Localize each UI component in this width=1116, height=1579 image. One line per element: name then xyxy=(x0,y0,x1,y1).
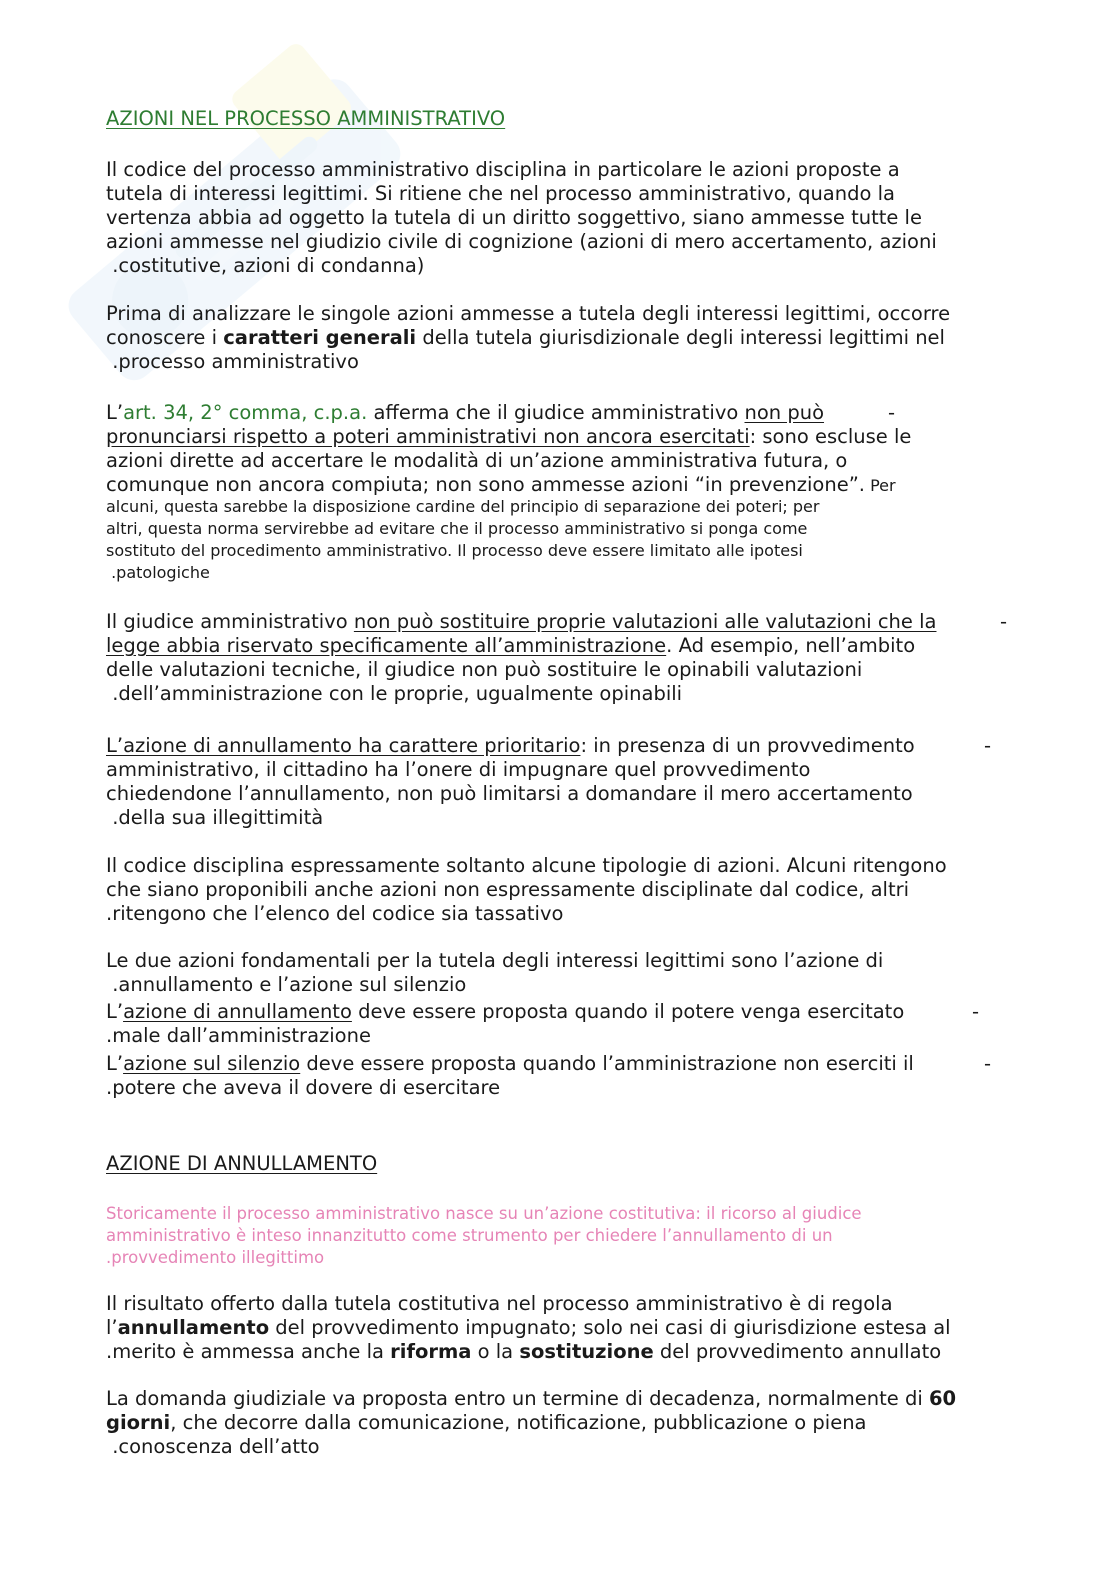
bold-term: giorni xyxy=(106,1411,171,1434)
paragraph-line: giorni, che decorre dalla comunicazione, notificazione, pubblicazione o piena xyxy=(106,1411,867,1434)
bullet-line: delle valutazioni tecniche, il giudice non può sostituire le opinabili valutazioni xyxy=(106,658,863,681)
bullet-line: chiedendone l’annullamento, non può limitarsi a domandare il mero accertamento xyxy=(106,782,913,805)
bullet-dash: - xyxy=(1000,610,1008,633)
paragraph-line: Il codice disciplina espressamente soltanto alcune tipologie di azioni. Alcuni ritengono xyxy=(106,854,947,877)
bullet-dash: - xyxy=(972,1000,980,1023)
bullet-line: pronunciarsi rispetto a poteri amministrativi non ancora esercitati: sono escluse le xyxy=(106,425,912,448)
paragraph-line: Le due azioni fondamentali per la tutela degli interessi legittimi sono l’azione di xyxy=(106,949,884,972)
paragraph-line: Il codice del processo amministrativo disciplina in particolare le azioni proposte a xyxy=(106,158,900,181)
bullet-line: L’art. 34, 2° comma, c.p.a. afferma che il giudice amministrativo non può xyxy=(106,401,825,424)
bullet-line: .della sua illegittimità xyxy=(106,806,324,829)
section-title: AZIONI NEL PROCESSO AMMINISTRATIVO xyxy=(106,107,506,130)
paragraph-line: Prima di analizzare le singole azioni ammesse a tutela degli interessi legittimi, occorre xyxy=(106,302,951,325)
paragraph-line: .merito è ammessa anche la riforma o la sostituzione del provvedimento annullato xyxy=(106,1340,942,1363)
bullet-line: .potere che aveva il dovere di esercitare xyxy=(106,1076,501,1099)
bullet-line: L’azione sul silenzio deve essere proposta quando l’amministrazione non eserciti il xyxy=(106,1052,914,1075)
bullet-dash: - xyxy=(984,734,992,757)
bullet-line: .male dall’amministrazione xyxy=(106,1024,371,1047)
highlight-line: Storicamente il processo amministrativo nasce su un’azione costitutiva: il ricorso al giudice xyxy=(106,1204,862,1223)
bold-term: caratteri generali xyxy=(223,326,417,349)
section-title: AZIONE DI ANNULLAMENTO xyxy=(106,1152,378,1175)
small-text-line: sostituto del procedimento amministrativo. Il processo deve essere limitato alle ipotesi xyxy=(106,541,803,560)
small-text-line: .patologiche xyxy=(106,563,210,582)
paragraph-line: azioni ammesse nel giudizio civile di cognizione (azioni di mero accertamento, azioni xyxy=(106,230,937,253)
paragraph-line: La domanda giudiziale va proposta entro un termine di decadenza, normalmente di 60 xyxy=(106,1387,957,1410)
legal-reference: art. 34, 2° comma, c.p.a. xyxy=(123,401,368,424)
bold-term: 60 xyxy=(928,1387,957,1410)
bullet-dash: - xyxy=(888,401,896,424)
bullet-dash: - xyxy=(984,1052,992,1075)
bullet-line: L’azione di annullamento ha carattere prioritario: in presenza di un provvedimento xyxy=(106,734,915,757)
bullet-line: amministrativo, il cittadino ha l’onere di impugnare quel provvedimento xyxy=(106,758,811,781)
paragraph-line: .conoscenza dell’atto xyxy=(106,1435,320,1458)
bullet-line: azioni dirette ad accertare le modalità di un’azione amministrativa futura, o xyxy=(106,449,848,472)
small-text-line: altri, questa norma servirebbe ad evitare che il processo amministrativo si ponga come xyxy=(106,519,808,538)
bold-term: riforma xyxy=(390,1340,472,1363)
bullet-line: comunque non ancora compiuta; non sono ammesse azioni “in prevenzione”. Per xyxy=(106,473,896,496)
small-text-line: alcuni, questa sarebbe la disposizione cardine del principio di separazione dei poteri; per xyxy=(106,497,820,516)
bold-term: sostituzione xyxy=(519,1340,654,1363)
paragraph-line: l’annullamento del provvedimento impugnato; solo nei casi di giurisdizione estesa al xyxy=(106,1316,951,1339)
bullet-line: .dell’amministrazione con le proprie, ugualmente opinabili xyxy=(106,682,683,705)
paragraph-line: .processo amministrativo xyxy=(106,350,359,373)
paragraph-line: .costitutive, azioni di condanna) xyxy=(106,254,425,277)
bold-term: annullamento xyxy=(117,1316,270,1339)
highlight-line: amministrativo è inteso innanzitutto come strumento per chiedere l’annullamento di un xyxy=(106,1226,833,1245)
paragraph-line: Il risultato offerto dalla tutela costitutiva nel processo amministrativo è di regola xyxy=(106,1292,893,1315)
bullet-line: legge abbia riservato specificamente all’amministrazione. Ad esempio, nell’ambito xyxy=(106,634,916,657)
bullet-line: L’azione di annullamento deve essere proposta quando il potere venga esercitato xyxy=(106,1000,905,1023)
bullet-line: Il giudice amministrativo non può sostituire proprie valutazioni alle valutazioni che la xyxy=(106,610,937,633)
paragraph-line: conoscere i caratteri generali della tutela giurisdizionale degli interessi legittimi nel xyxy=(106,326,945,349)
paragraph-line: vertenza abbia ad oggetto la tutela di un diritto soggettivo, siano ammesse tutte le xyxy=(106,206,922,229)
paragraph-line: .annullamento e l’azione sul silenzio xyxy=(106,973,467,996)
highlight-line: .provvedimento illegittimo xyxy=(106,1248,325,1267)
paragraph-line: che siano proponibili anche azioni non espressamente disciplinate dal codice, altri xyxy=(106,878,910,901)
paragraph-line: tutela di interessi legittimi. Si ritiene che nel processo amministrativo, quando la xyxy=(106,182,895,205)
paragraph-line: .ritengono che l’elenco del codice sia tassativo xyxy=(106,902,564,925)
